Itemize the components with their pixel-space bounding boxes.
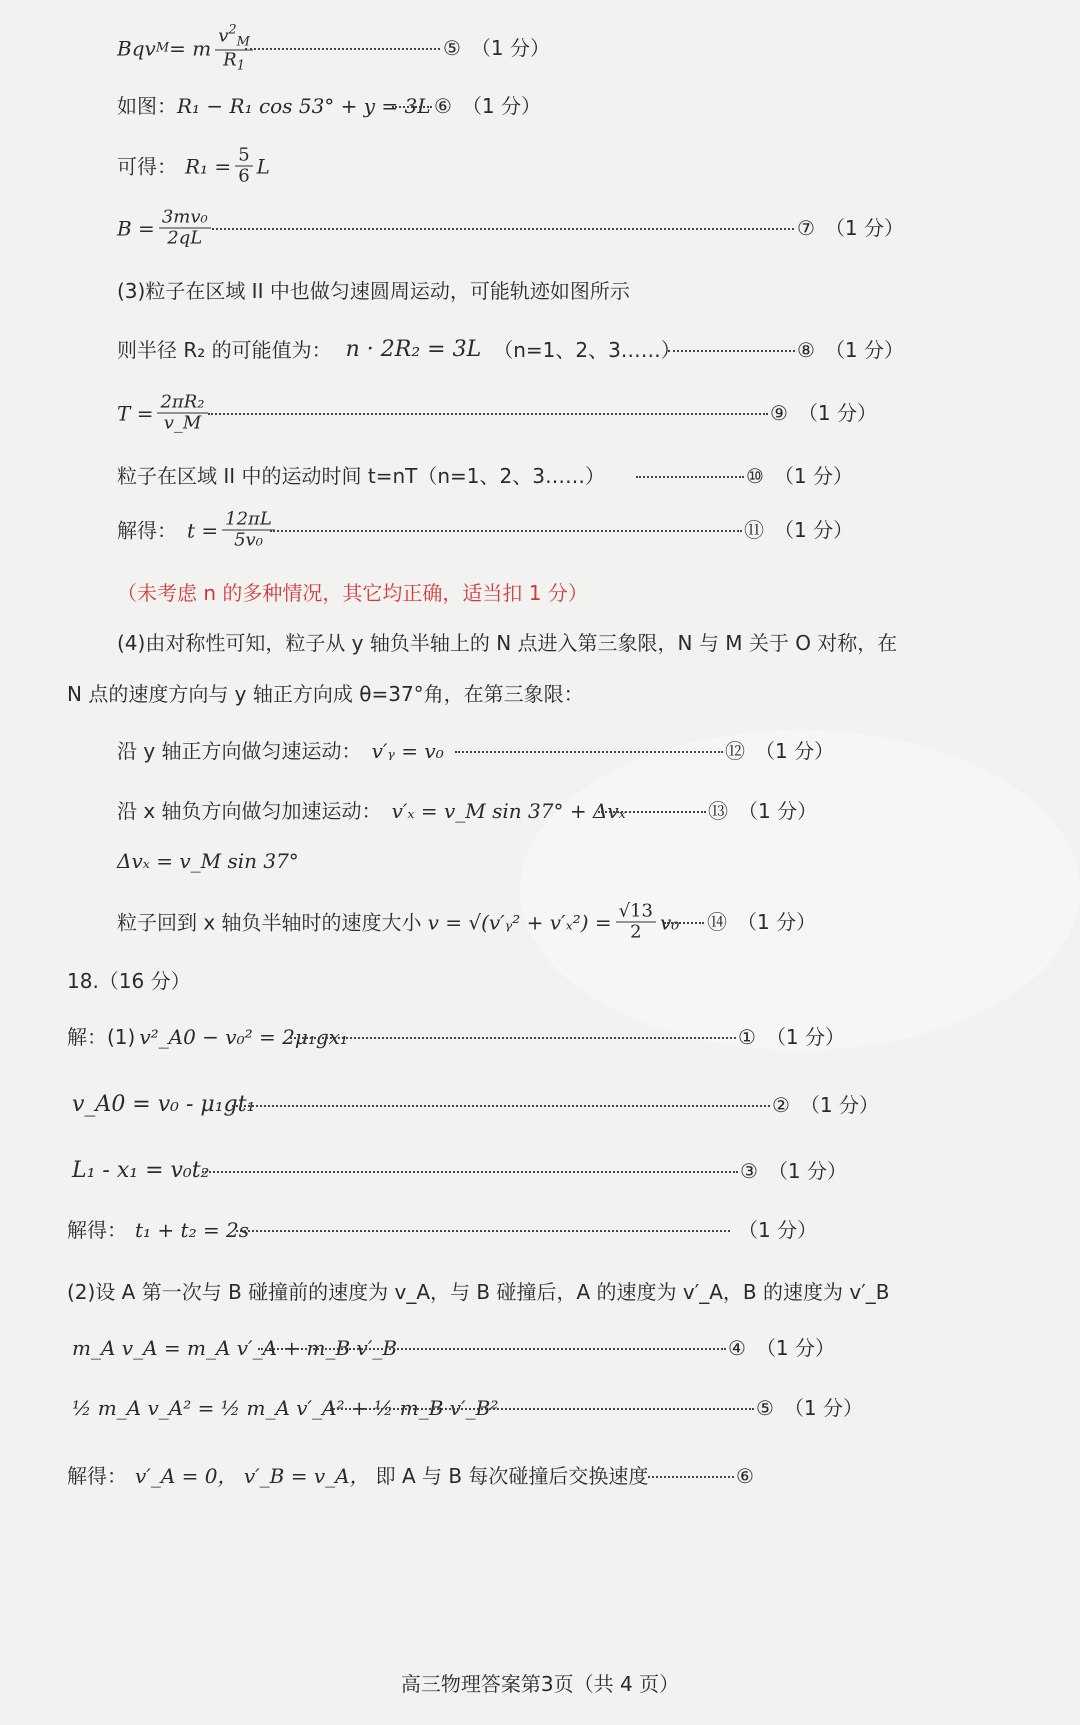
eq-condition: （n=1、2、3……） — [493, 338, 681, 362]
step-marker: ⑫ — [725, 739, 745, 763]
fraction — [616, 900, 656, 943]
page-footer: 高三物理答案第3页（共 4 页） — [400, 1672, 680, 1696]
equation-line-4 — [0, 1318, 1080, 1378]
frac-denominator: 5v₀ — [234, 529, 263, 551]
leader-dots — [232, 1105, 770, 1107]
paragraph-text: N 点的速度方向与 y 轴正方向成 θ=37°角，在第三象限： — [67, 682, 584, 706]
equation-line-8 — [0, 320, 1080, 380]
fraction — [159, 206, 211, 249]
red-note-text: （未考虑 n 的多种情况，其它均正确，适当扣 1 分） — [117, 581, 588, 605]
step-marker: ⑧ — [797, 338, 815, 362]
step-marker: ② — [772, 1093, 790, 1117]
eq-expression: R₁ − R₁ cos 53° + y = 3L — [177, 94, 431, 118]
paragraph-text: (4)由对称性可知，粒子从 y 轴负半轴上的 N 点进入第三象限，N 与 M 关于 O 对称，在 — [117, 631, 898, 655]
score-label: （1 分） — [773, 464, 854, 488]
equation-line-9 — [0, 383, 1080, 443]
eq-expression: v′_A = 0， v′_B = v_A， — [135, 1464, 370, 1488]
frac-numerator: 5 — [235, 147, 252, 167]
line-prefix: 沿 y 轴正方向做匀速运动： — [117, 739, 362, 763]
leader-dots — [636, 476, 744, 478]
frac-numerator: 2πR₂ — [157, 394, 207, 414]
score-label: （1 分） — [797, 401, 878, 425]
step-marker: ⑩ — [746, 464, 764, 488]
eq-expression: v²_A0 − v₀² = 2μ₁gx₁ — [139, 1025, 348, 1049]
leader-dots — [270, 530, 742, 532]
step-marker: ① — [738, 1025, 756, 1049]
equation-line-5b — [0, 1378, 1080, 1438]
eq-equals: = m — [169, 36, 212, 60]
eq-expression: v′ₓ = v_M sin 37° + Δvₓ — [391, 799, 626, 823]
eq-lhs-sub: M — [155, 40, 170, 56]
leader-dots — [648, 1476, 734, 1478]
equation-line-3 — [0, 1141, 1080, 1201]
line-prefix: 解得： — [67, 1464, 127, 1488]
score-label: （1 分） — [824, 338, 905, 362]
score-label: （1 分） — [783, 1396, 864, 1420]
text-line — [0, 1262, 1080, 1322]
equation-line — [0, 831, 1080, 891]
equation-line-14 — [0, 892, 1080, 952]
score-label: （1 分） — [737, 910, 817, 934]
leader-dots — [212, 228, 794, 230]
step-marker: ④ — [728, 1336, 746, 1360]
result-line-time — [0, 1200, 1080, 1260]
leader-dots — [664, 922, 704, 924]
line-prefix: 解得： — [67, 1218, 127, 1242]
eq-expression: v_A0 = v₀ - μ₁gt₁ — [72, 1092, 256, 1117]
leader-dots — [208, 413, 768, 415]
frac-denominator: R — [223, 49, 237, 71]
frac-den-sub: 1 — [236, 58, 246, 74]
step-marker: ⑭ — [707, 910, 727, 934]
equation-line-5 — [0, 18, 1080, 78]
step-marker: ⑤ — [443, 36, 461, 60]
eq-expression: L₁ - x₁ = v₀t₂ — [72, 1158, 210, 1183]
score-label: （1 分） — [755, 1336, 836, 1360]
eq-expression: ½ m_A v_A² = ½ m_A v′_A² + ½ m_B v′_B² — [72, 1396, 499, 1420]
eq-lhs: T = — [117, 401, 154, 425]
frac-numerator: √13 — [616, 903, 656, 923]
frac-denominator: v_M — [163, 412, 202, 434]
step-marker: ⑥ — [434, 94, 452, 118]
equation-line-6 — [0, 76, 1080, 136]
step-marker: ⑥ — [736, 1464, 754, 1488]
equation-line-1 — [0, 1007, 1080, 1067]
leader-dots — [236, 1230, 730, 1232]
eq-expression: Δvₓ = v_M sin 37° — [117, 849, 299, 873]
fraction — [235, 144, 252, 187]
score-label: （1 分） — [765, 1025, 846, 1049]
eq-rhs: v₀ — [660, 910, 680, 934]
score-label: （1 分） — [774, 518, 854, 542]
text-line — [0, 664, 1080, 724]
line-prefix: 解：(1) — [67, 1025, 136, 1049]
result-line-r1 — [0, 136, 1080, 196]
step-marker: ③ — [740, 1159, 758, 1183]
line-prefix: 如图： — [117, 94, 177, 118]
leader-dots — [245, 48, 440, 50]
step-marker: ⑤ — [756, 1396, 774, 1420]
score-label: （1 分） — [738, 1218, 818, 1242]
eq-expression: n · 2R₂ = 3L — [345, 337, 482, 362]
paragraph-text: (2)设 A 第一次与 B 碰撞前的速度为 v_A，与 B 碰撞后，A 的速度为 v′_A，B 的速度为 v′_B — [67, 1280, 890, 1304]
step-marker: ⑬ — [708, 799, 728, 823]
fraction — [157, 391, 207, 434]
eq-lhs: B = — [117, 216, 155, 240]
equation-line-6b — [0, 1446, 1080, 1506]
score-label: （1 分） — [799, 1093, 880, 1117]
leader-dots — [668, 350, 795, 352]
eq-expression: m_A v_A = m_A v′_A + m_B v′_B — [72, 1336, 398, 1360]
conclusion-text: 即 A 与 B 每次碰撞后交换速度 — [375, 1464, 649, 1488]
leader-dots — [392, 106, 432, 108]
line-prefix: 解得： — [117, 518, 177, 542]
line-prefix: 可得： — [117, 154, 177, 178]
text-line — [0, 261, 1080, 321]
leader-dots — [258, 1348, 726, 1350]
leader-dots — [598, 811, 706, 813]
leader-dots — [290, 1037, 736, 1039]
leader-dots — [455, 751, 723, 753]
frac-sup: 2 — [228, 22, 237, 38]
eq-lhs: t = — [187, 518, 219, 542]
eq-rhs: L — [256, 154, 270, 178]
equation-line-11 — [0, 500, 1080, 560]
score-label: （1 分） — [470, 36, 551, 60]
score-label: （1 分） — [755, 739, 835, 763]
question-number: 18.（16 分） — [67, 969, 191, 993]
leader-dots — [330, 1408, 754, 1410]
frac-denominator: 2qL — [167, 227, 203, 249]
paragraph-text: (3)粒子在区域 II 中也做匀速圆周运动，可能轨迹如图所示 — [117, 279, 630, 303]
frac-sub: M — [236, 34, 250, 50]
score-label: （1 分） — [767, 1159, 848, 1183]
line-prefix: 粒子回到 x 轴负半轴时的速度大小 — [117, 910, 422, 934]
frac-denominator: 2 — [630, 921, 642, 943]
equation-line-12 — [0, 721, 1080, 781]
score-label: （1 分） — [824, 216, 905, 240]
line-prefix: 则半径 R₂ 的可能值为： — [117, 338, 332, 362]
paragraph-text: 粒子在区域 II 中的运动时间 t=nT（n=1、2、3……） — [117, 464, 605, 488]
eq-lhs: R₁ = — [185, 154, 232, 178]
leader-dots — [202, 1171, 738, 1173]
score-label: （1 分） — [461, 94, 542, 118]
score-label: （1 分） — [738, 799, 818, 823]
step-marker: ⑪ — [744, 518, 764, 542]
eq-expression: t₁ + t₂ = 2s — [135, 1218, 250, 1242]
equation-line-2 — [0, 1075, 1080, 1135]
frac-numerator: 3mv₀ — [159, 209, 211, 229]
eq-expression: v = √(v′ᵧ² + v′ₓ²) = — [427, 910, 612, 934]
step-marker: ⑨ — [770, 401, 788, 425]
frac-numerator: 12πL — [222, 511, 275, 531]
question-heading — [0, 951, 1080, 1011]
step-marker: ⑦ — [797, 216, 815, 240]
frac-numerator: v — [218, 25, 229, 47]
fraction — [222, 508, 275, 551]
equation-line-7 — [0, 198, 1080, 258]
line-prefix: 沿 x 轴负方向做匀加速运动： — [117, 799, 382, 823]
eq-lhs: Bqv — [117, 36, 156, 60]
frac-denominator: 6 — [238, 165, 250, 187]
eq-expression: v′ᵧ = v₀ — [371, 739, 444, 763]
equation-line-10 — [0, 446, 1080, 506]
